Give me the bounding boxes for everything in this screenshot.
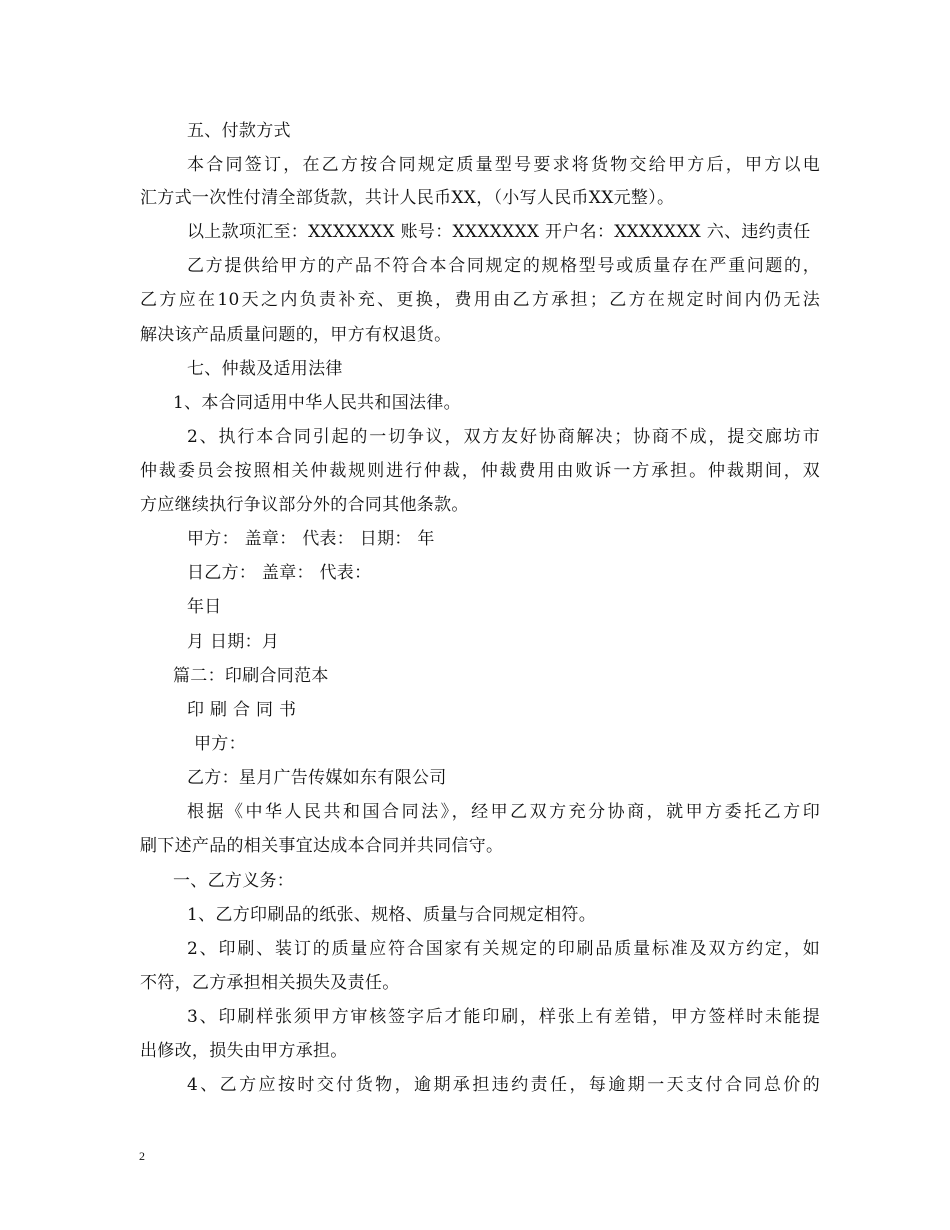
page-number: 2 <box>139 1149 145 1163</box>
paragraph-line: 4、乙方应按时交付货物，逾期承担违约责任，每逾期一天支付合同总价的 <box>187 1075 820 1095</box>
paragraph-line: 3、印刷样张须甲方审核签字后才能印刷，样张上有差错，甲方签样时未能提 <box>187 1007 820 1027</box>
section-heading-payment: 五、付款方式 <box>187 121 291 141</box>
paragraph-line: 解决该产品质量问题的，甲方有权退货。 <box>140 325 452 345</box>
party-b-line: 乙方：星月广告传媒如东有限公司 <box>187 768 447 788</box>
paragraph-line: 出修改，损失由甲方承担。 <box>140 1041 348 1061</box>
signature-line: 年日 <box>187 597 222 617</box>
contract-title: 印 刷 合 同 书 <box>187 700 297 720</box>
paragraph-line: 方应继续执行争议部分外的合同其他条款。 <box>140 495 469 515</box>
paragraph-line: 仲裁委员会按照相关仲裁规则进行仲裁，仲裁费用由败诉一方承担。仲裁期间，双 <box>140 461 820 481</box>
paragraph-line: 刷下述产品的相关事宜达成本合同并共同信守。 <box>140 836 504 856</box>
paragraph-line: 乙方应在10天之内负责补充、更换，费用由乙方承担；乙方在规定时间内仍无法 <box>140 290 820 310</box>
paragraph-line: 以上款项汇至：XXXXXXX 账号：XXXXXXX 开户名：XXXXXXX 六、违约责任 <box>187 222 811 242</box>
paragraph-line: 2、执行本合同引起的一切争议，双方友好协商解决；协商不成，提交廊坊市 <box>187 427 820 447</box>
paragraph-line: 2、印刷、装订的质量应符合国家有关规定的印刷品质量标准及双方约定，如 <box>187 939 820 959</box>
section-heading-arbitration: 七、仲裁及适用法律 <box>187 359 343 379</box>
paragraph-line: 不符，乙方承担相关损失及责任。 <box>140 973 400 993</box>
article-heading: 篇二：印刷合同范本 <box>173 666 329 686</box>
paragraph-line: 1、乙方印刷品的纸张、规格、质量与合同规定相符。 <box>187 905 597 925</box>
signature-line: 日乙方： 盖章： 代表： <box>187 563 372 583</box>
paragraph-line: 根据《中华人民共和国合同法》，经甲乙双方充分协商，就甲方委托乙方印 <box>187 802 820 822</box>
paragraph-line: 本合同签订，在乙方按合同规定质量型号要求将货物交给甲方后，甲方以电 <box>187 155 820 175</box>
party-a-line: 甲方： <box>194 734 246 754</box>
paragraph-line: 汇方式一次性付清全部货款，共计人民币XX，（小写人民币XX元整）。 <box>140 188 675 208</box>
paragraph-line: 1、本合同适用中华人民共和国法律。 <box>173 393 461 413</box>
paragraph-line: 乙方提供给甲方的产品不符合本合同规定的规格型号或质量存在严重问题的， <box>187 256 820 276</box>
section-heading-obligations: 一、乙方义务： <box>173 871 295 891</box>
signature-line: 甲方： 盖章： 代表： 日期： 年 <box>187 529 435 549</box>
signature-line: 月 日期：月 <box>187 632 280 652</box>
